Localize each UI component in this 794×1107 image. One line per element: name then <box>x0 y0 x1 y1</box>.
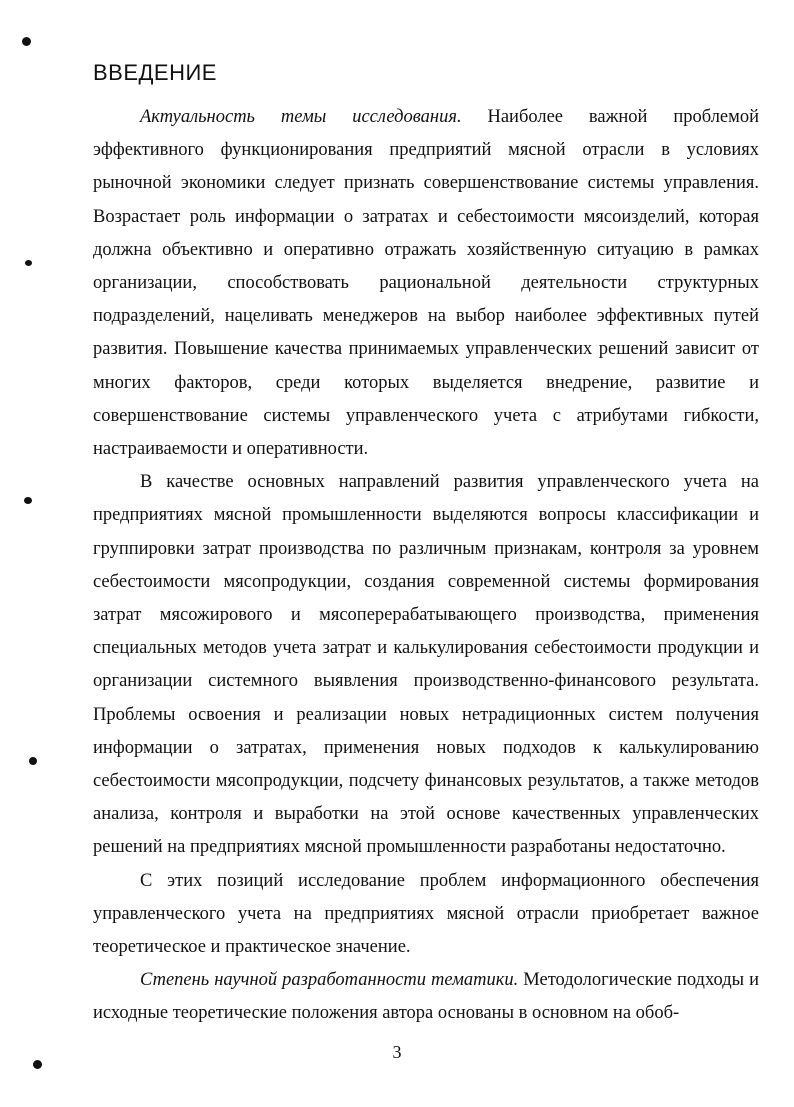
paragraph-directions <box>93 466 759 864</box>
scan-mark <box>22 37 31 46</box>
scan-mark <box>25 260 32 266</box>
scan-mark <box>24 497 32 504</box>
paragraph-text: Наиболее важной проблемой эффективного функционирования предприятий мясной отрасли в условиях рыночной экономики следует признать совершенствование системы управления. Возрастает роль информации о затратах и себестоимости мясоизделий, которая должна объективно и оперативно отражать хозяйственную ситуацию в рамках организации, способствовать рациональной деятельности структурных подразделений, нацеливать менеджеров на выбор наиболее эффективных путей развития. Повышение качества принимаемых управленческих решений зависит от многих факторов, среди которых выделяется внедрение, развитие и совершенствование системы управленческого учета с атрибутами гибкости, настраиваемости и оперативности. <box>93 107 759 460</box>
paragraph-lead: Актуальность темы исследования. <box>140 107 462 127</box>
paragraph-degree <box>93 964 759 1030</box>
paragraph-text: В качестве основных направлений развития управленческого учета на предприятиях мясной промышленности выделяются вопросы классификации и группировки затрат производства по различным признакам, контроля за уровнем себестоимости мясопродукции, создания современной системы формирования затрат мясожирового и мясоперерабатывающего производства, применения специальных методов учета затрат и калькулирования себестоимости продукции и организации системного выявления производственно-финансового результата. Проблемы освоения и реализации новых нетрадиционных систем получения информации о затратах, применения новых подходов к калькулированию себестоимости мясопродукции, подсчету финансовых результатов, а также методов анализа, контроля и выработки на этой основе качественных управленческих решений на предприятиях мясной промышленности разработаны недостаточно. <box>93 472 759 858</box>
paragraph-text: С этих позиций исследование проблем информационного обеспечения управленческого учета на предприятиях мясной отрасли приобретает важное теоретическое и практическое значение. <box>93 870 759 958</box>
page-number: 3 <box>392 1042 402 1062</box>
section-heading: ВВЕДЕНИЕ <box>93 60 217 85</box>
paragraph-relevance <box>93 101 759 466</box>
paragraph-importance <box>93 865 759 965</box>
paragraph-text: Методологические подходы и исходные теоретические положения автора основаны в основном на обоб- <box>93 970 759 1024</box>
body-text <box>93 101 759 1031</box>
paragraph-lead: Степень научной разработанности тематики. <box>140 970 519 991</box>
scan-mark <box>29 757 37 765</box>
